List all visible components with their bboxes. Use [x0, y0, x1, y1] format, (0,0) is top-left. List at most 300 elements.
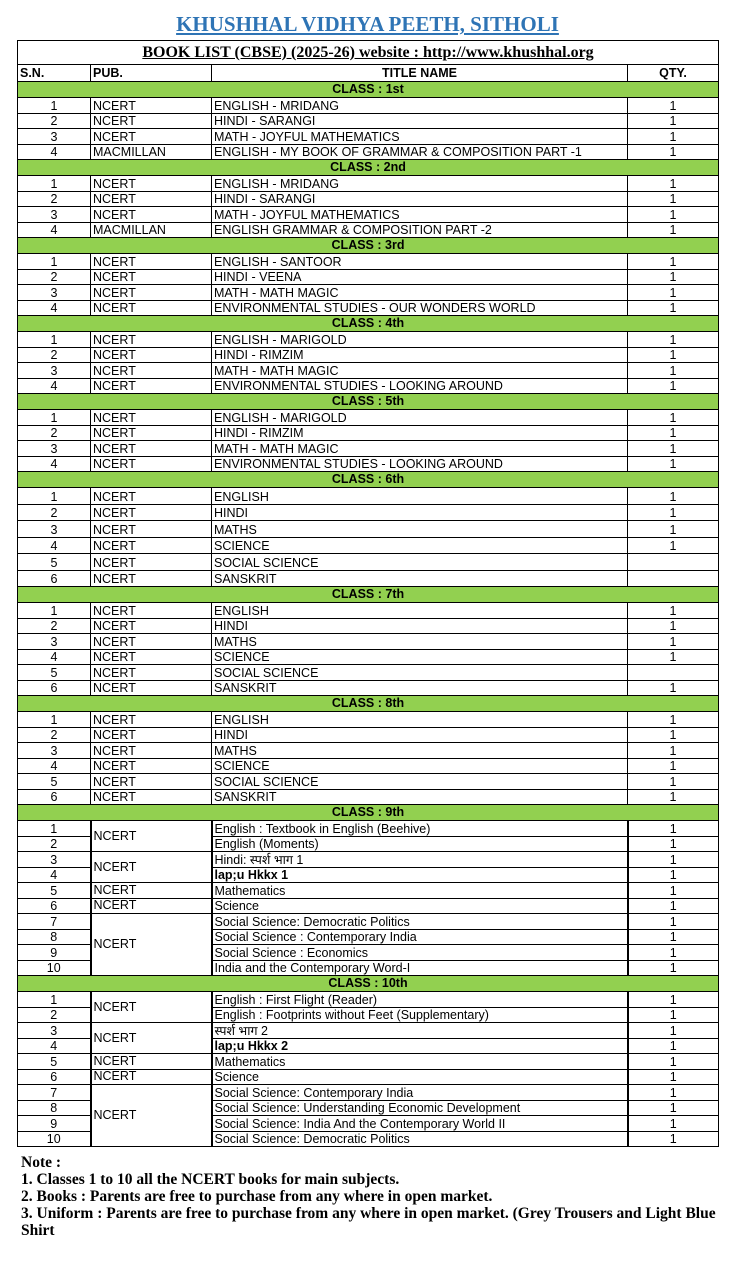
serial-number: 3 [18, 1023, 91, 1039]
table-row [18, 410, 719, 426]
serial-number: 2 [18, 1007, 91, 1023]
serial-number: 2 [18, 113, 91, 129]
quantity: 1 [628, 898, 719, 914]
table-header-row [18, 41, 719, 65]
book-title: ENGLISH [212, 603, 628, 619]
book-title: Social Science: India And the Contemporary World II [212, 1116, 628, 1132]
table-row [18, 191, 719, 207]
serial-number: 4 [18, 867, 91, 883]
serial-number: 3 [18, 207, 91, 223]
col-sn-header: S.N. [18, 65, 91, 82]
table-row [18, 634, 719, 650]
table-row [18, 113, 719, 129]
book-title: SANSKRIT [212, 789, 628, 805]
quantity: 1 [628, 269, 719, 285]
quantity: 1 [628, 945, 719, 961]
book-title: lap;u Hkkx 1 [212, 867, 628, 883]
table-row [18, 363, 719, 379]
publisher: NCERT [91, 570, 212, 587]
serial-number: 1 [18, 603, 91, 619]
book-title: SOCIAL SCIENCE [212, 665, 628, 681]
book-title: HINDI - RIMZIM [212, 347, 628, 363]
quantity: 1 [628, 207, 719, 223]
class-label: CLASS : 6th [18, 472, 719, 488]
quantity: 1 [628, 1038, 719, 1054]
book-title: HINDI - RIMZIM [212, 425, 628, 441]
book-title: SOCIAL SCIENCE [212, 774, 628, 790]
serial-number: 1 [18, 332, 91, 348]
book-title: MATH - JOYFUL MATHEMATICS [212, 207, 628, 223]
publisher: NCERT [91, 410, 212, 426]
note-item: 3. Uniform : Parents are free to purchase from any where in open market. (Grey Trousers and Light Blue Shirt [21, 1205, 716, 1239]
book-title: lap;u Hkkx 2 [212, 1038, 628, 1054]
serial-number: 3 [18, 285, 91, 301]
publisher: NCERT [91, 852, 212, 883]
table-row [18, 852, 719, 868]
quantity: 1 [628, 441, 719, 457]
publisher: NCERT [91, 191, 212, 207]
table-row [18, 821, 719, 837]
publisher: NCERT [91, 665, 212, 681]
serial-number: 10 [18, 960, 91, 976]
book-title: ENVIRONMENTAL STUDIES - OUR WONDERS WORLD [212, 300, 628, 316]
table-row [18, 914, 719, 930]
book-title: HINDI - SARANGI [212, 113, 628, 129]
table-row [18, 1085, 719, 1101]
table-row [18, 743, 719, 759]
serial-number: 7 [18, 1085, 91, 1101]
table-row [18, 332, 719, 348]
publisher: NCERT [91, 176, 212, 192]
quantity: 1 [628, 758, 719, 774]
serial-number: 6 [18, 1069, 91, 1085]
serial-number: 8 [18, 929, 91, 945]
table-row [18, 488, 719, 505]
book-title: MATHS [212, 743, 628, 759]
serial-number: 2 [18, 191, 91, 207]
serial-number: 4 [18, 300, 91, 316]
quantity [628, 570, 719, 587]
book-title: SOCIAL SCIENCE [212, 554, 628, 571]
book-title: ENGLISH - MY BOOK OF GRAMMAR & COMPOSITION PART -1 [212, 144, 628, 160]
book-title: SANSKRIT [212, 570, 628, 587]
table-row [18, 727, 719, 743]
book-title: HINDI [212, 727, 628, 743]
quantity: 1 [628, 821, 719, 837]
class-section-row [18, 472, 719, 488]
book-title: Social Science : Economics [212, 945, 628, 961]
publisher: NCERT [91, 1069, 212, 1085]
class-label: CLASS : 2nd [18, 160, 719, 176]
book-title: English : Footprints without Feet (Supplementary) [212, 1007, 628, 1023]
serial-number: 1 [18, 176, 91, 192]
booklist-table [17, 40, 719, 1147]
quantity: 1 [628, 743, 719, 759]
serial-number: 2 [18, 618, 91, 634]
quantity: 1 [628, 285, 719, 301]
quantity: 1 [628, 425, 719, 441]
quantity: 1 [628, 332, 719, 348]
table-row [18, 207, 719, 223]
publisher: NCERT [91, 821, 212, 852]
quantity: 1 [628, 254, 719, 270]
quantity: 1 [628, 603, 719, 619]
table-row [18, 98, 719, 114]
quantity: 1 [628, 992, 719, 1008]
table-row [18, 456, 719, 472]
quantity [628, 665, 719, 681]
publisher: NCERT [91, 758, 212, 774]
table-row [18, 521, 719, 538]
table-row [18, 1023, 719, 1039]
publisher: NCERT [91, 521, 212, 538]
class-label: CLASS : 9th [18, 805, 719, 821]
class-label: CLASS : 8th [18, 696, 719, 712]
table-row [18, 665, 719, 681]
serial-number: 6 [18, 570, 91, 587]
table-row [18, 758, 719, 774]
book-title: ENGLISH GRAMMAR & COMPOSITION PART -2 [212, 222, 628, 238]
book-title: ENGLISH - MARIGOLD [212, 332, 628, 348]
book-title: English : First Flight (Reader) [212, 992, 628, 1008]
book-title: Social Science: Contemporary India [212, 1085, 628, 1101]
table-row [18, 618, 719, 634]
quantity: 1 [628, 1054, 719, 1070]
quantity: 1 [628, 347, 719, 363]
publisher: NCERT [91, 504, 212, 521]
serial-number: 9 [18, 1116, 91, 1132]
publisher: NCERT [91, 254, 212, 270]
class-label: CLASS : 7th [18, 587, 719, 603]
quantity: 1 [628, 1116, 719, 1132]
serial-number: 4 [18, 649, 91, 665]
quantity: 1 [628, 98, 719, 114]
publisher: NCERT [91, 425, 212, 441]
publisher: NCERT [91, 743, 212, 759]
publisher: NCERT [91, 347, 212, 363]
publisher: NCERT [91, 680, 212, 696]
serial-number: 3 [18, 743, 91, 759]
table-row [18, 649, 719, 665]
table-row [18, 570, 719, 587]
serial-number: 2 [18, 836, 91, 852]
quantity: 1 [628, 649, 719, 665]
serial-number: 1 [18, 992, 91, 1008]
book-title: ENGLISH - MRIDANG [212, 98, 628, 114]
serial-number: 5 [18, 665, 91, 681]
table-row [18, 425, 719, 441]
book-title: India and the Contemporary Word-I [212, 960, 628, 976]
class-section-row [18, 394, 719, 410]
publisher: MACMILLAN [91, 144, 212, 160]
serial-number: 2 [18, 504, 91, 521]
quantity: 1 [628, 300, 719, 316]
quantity: 1 [628, 774, 719, 790]
serial-number: 4 [18, 456, 91, 472]
publisher: NCERT [91, 634, 212, 650]
publisher: NCERT [91, 441, 212, 457]
table-row [18, 504, 719, 521]
table-row [18, 285, 719, 301]
table-row [18, 774, 719, 790]
book-title: SANSKRIT [212, 680, 628, 696]
quantity: 1 [628, 867, 719, 883]
col-title-header: TITLE NAME [212, 65, 628, 82]
class-section-row [18, 587, 719, 603]
book-title: Science [212, 898, 628, 914]
publisher: NCERT [91, 300, 212, 316]
serial-number: 1 [18, 488, 91, 505]
serial-number: 1 [18, 98, 91, 114]
quantity: 1 [628, 521, 719, 538]
quantity: 1 [628, 363, 719, 379]
publisher: NCERT [91, 363, 212, 379]
school-title: KHUSHHAL VIDHYA PEETH, SITHOLI [176, 12, 559, 36]
publisher: NCERT [91, 712, 212, 728]
quantity: 1 [628, 618, 719, 634]
book-title: स्पर्श भाग 2 [212, 1023, 628, 1039]
book-title: HINDI - SARANGI [212, 191, 628, 207]
serial-number: 3 [18, 634, 91, 650]
serial-number: 2 [18, 425, 91, 441]
publisher: NCERT [91, 332, 212, 348]
publisher: NCERT [91, 727, 212, 743]
serial-number: 3 [18, 441, 91, 457]
class-section-row [18, 82, 719, 98]
serial-number: 9 [18, 945, 91, 961]
serial-number: 4 [18, 378, 91, 394]
publisher: NCERT [91, 129, 212, 145]
notes-heading: Note : [21, 1154, 62, 1171]
publisher: NCERT [91, 618, 212, 634]
table-row [18, 883, 719, 899]
quantity: 1 [628, 727, 719, 743]
serial-number: 4 [18, 758, 91, 774]
serial-number: 3 [18, 363, 91, 379]
table-row [18, 898, 719, 914]
book-title: ENVIRONMENTAL STUDIES - LOOKING AROUND [212, 378, 628, 394]
quantity: 1 [628, 634, 719, 650]
class-label: CLASS : 4th [18, 316, 719, 332]
serial-number: 1 [18, 410, 91, 426]
serial-number: 10 [18, 1131, 91, 1147]
table-row [18, 378, 719, 394]
publisher: NCERT [91, 883, 212, 899]
quantity: 1 [628, 537, 719, 554]
book-title: Social Science: Understanding Economic Development [212, 1100, 628, 1116]
publisher: NCERT [91, 113, 212, 129]
publisher: NCERT [91, 789, 212, 805]
class-label: CLASS : 3rd [18, 238, 719, 254]
publisher: NCERT [91, 914, 212, 976]
book-title: Social Science: Democratic Politics [212, 914, 628, 930]
quantity: 1 [628, 929, 719, 945]
booklist-header: BOOK LIST (CBSE) (2025-26) website : http://www.khushhal.org [18, 41, 719, 65]
table-row [18, 176, 719, 192]
book-title: MATHS [212, 521, 628, 538]
publisher: NCERT [91, 1085, 212, 1147]
serial-number: 4 [18, 144, 91, 160]
quantity: 1 [628, 129, 719, 145]
quantity: 1 [628, 1085, 719, 1101]
table-row [18, 269, 719, 285]
quantity: 1 [628, 378, 719, 394]
quantity: 1 [628, 410, 719, 426]
quantity: 1 [628, 1023, 719, 1039]
publisher: MACMILLAN [91, 222, 212, 238]
table-row [18, 441, 719, 457]
book-title: ENGLISH - SANTOOR [212, 254, 628, 270]
book-title: ENGLISH - MRIDANG [212, 176, 628, 192]
quantity: 1 [628, 712, 719, 728]
class-section-row [18, 238, 719, 254]
publisher: NCERT [91, 98, 212, 114]
serial-number: 4 [18, 222, 91, 238]
class-label: CLASS : 5th [18, 394, 719, 410]
note-item: 1. Classes 1 to 10 all the NCERT books for main subjects. [21, 1171, 400, 1188]
serial-number: 2 [18, 347, 91, 363]
quantity: 1 [628, 1100, 719, 1116]
book-title: MATH - MATH MAGIC [212, 441, 628, 457]
serial-number: 3 [18, 521, 91, 538]
quantity: 1 [628, 222, 719, 238]
publisher: NCERT [91, 649, 212, 665]
table-row [18, 222, 719, 238]
quantity: 1 [628, 680, 719, 696]
table-row [18, 789, 719, 805]
serial-number: 5 [18, 554, 91, 571]
class-section-row [18, 805, 719, 821]
serial-number: 1 [18, 821, 91, 837]
quantity: 1 [628, 1007, 719, 1023]
table-row [18, 300, 719, 316]
table-row [18, 680, 719, 696]
publisher: NCERT [91, 488, 212, 505]
publisher: NCERT [91, 269, 212, 285]
quantity: 1 [628, 914, 719, 930]
quantity: 1 [628, 176, 719, 192]
book-title: MATH - MATH MAGIC [212, 363, 628, 379]
quantity: 1 [628, 789, 719, 805]
serial-number: 4 [18, 1038, 91, 1054]
class-section-row [18, 160, 719, 176]
book-title: SCIENCE [212, 758, 628, 774]
publisher: NCERT [91, 537, 212, 554]
serial-number: 1 [18, 254, 91, 270]
publisher: NCERT [91, 456, 212, 472]
table-row [18, 347, 719, 363]
book-title: SCIENCE [212, 537, 628, 554]
book-title: English : Textbook in English (Beehive) [212, 821, 628, 837]
serial-number: 6 [18, 898, 91, 914]
table-row [18, 992, 719, 1008]
book-title: HINDI - VEENA [212, 269, 628, 285]
col-pub-header: PUB. [91, 65, 212, 82]
quantity [628, 554, 719, 571]
serial-number: 5 [18, 1054, 91, 1070]
quantity: 1 [628, 836, 719, 852]
table-row [18, 1069, 719, 1085]
table-row [18, 144, 719, 160]
publisher: NCERT [91, 554, 212, 571]
serial-number: 1 [18, 712, 91, 728]
class-label: CLASS : 1st [18, 82, 719, 98]
table-row [18, 129, 719, 145]
column-header-row [18, 65, 719, 82]
book-title: Mathematics [212, 883, 628, 899]
serial-number: 4 [18, 537, 91, 554]
serial-number: 6 [18, 680, 91, 696]
table-row [18, 537, 719, 554]
book-title: ENGLISH [212, 712, 628, 728]
publisher: NCERT [91, 1023, 212, 1054]
table-row [18, 254, 719, 270]
serial-number: 7 [18, 914, 91, 930]
book-title: Hindi: स्पर्श भाग 1 [212, 852, 628, 868]
publisher: NCERT [91, 207, 212, 223]
publisher: NCERT [91, 898, 212, 914]
book-title: Social Science : Contemporary India [212, 929, 628, 945]
quantity: 1 [628, 1131, 719, 1147]
serial-number: 3 [18, 129, 91, 145]
book-title: Science [212, 1069, 628, 1085]
quantity: 1 [628, 504, 719, 521]
serial-number: 5 [18, 774, 91, 790]
book-title: HINDI [212, 504, 628, 521]
book-title: MATH - JOYFUL MATHEMATICS [212, 129, 628, 145]
table-row [18, 603, 719, 619]
book-title: MATHS [212, 634, 628, 650]
quantity: 1 [628, 144, 719, 160]
book-title: Mathematics [212, 1054, 628, 1070]
class-section-row [18, 316, 719, 332]
book-title: HINDI [212, 618, 628, 634]
book-title: ENGLISH - MARIGOLD [212, 410, 628, 426]
table-row [18, 1054, 719, 1070]
book-title: English (Moments) [212, 836, 628, 852]
class-section-row [18, 696, 719, 712]
class-section-row [18, 976, 719, 992]
quantity: 1 [628, 488, 719, 505]
serial-number: 2 [18, 269, 91, 285]
table-row [18, 712, 719, 728]
col-qty-header: QTY. [628, 65, 719, 82]
serial-number: 2 [18, 727, 91, 743]
publisher: NCERT [91, 1054, 212, 1070]
book-title: MATH - MATH MAGIC [212, 285, 628, 301]
table-row [18, 554, 719, 571]
quantity: 1 [628, 852, 719, 868]
serial-number: 8 [18, 1100, 91, 1116]
class-label: CLASS : 10th [18, 976, 719, 992]
book-title: SCIENCE [212, 649, 628, 665]
quantity: 1 [628, 960, 719, 976]
serial-number: 3 [18, 852, 91, 868]
quantity: 1 [628, 113, 719, 129]
publisher: NCERT [91, 774, 212, 790]
note-item: 2. Books : Parents are free to purchase from any where in open market. [21, 1188, 493, 1205]
publisher: NCERT [91, 378, 212, 394]
notes-section [21, 1154, 721, 1239]
publisher: NCERT [91, 603, 212, 619]
serial-number: 6 [18, 789, 91, 805]
book-title: ENGLISH [212, 488, 628, 505]
book-title: ENVIRONMENTAL STUDIES - LOOKING AROUND [212, 456, 628, 472]
book-title: Social Science: Democratic Politics [212, 1131, 628, 1147]
publisher: NCERT [91, 992, 212, 1023]
quantity: 1 [628, 191, 719, 207]
publisher: NCERT [91, 285, 212, 301]
